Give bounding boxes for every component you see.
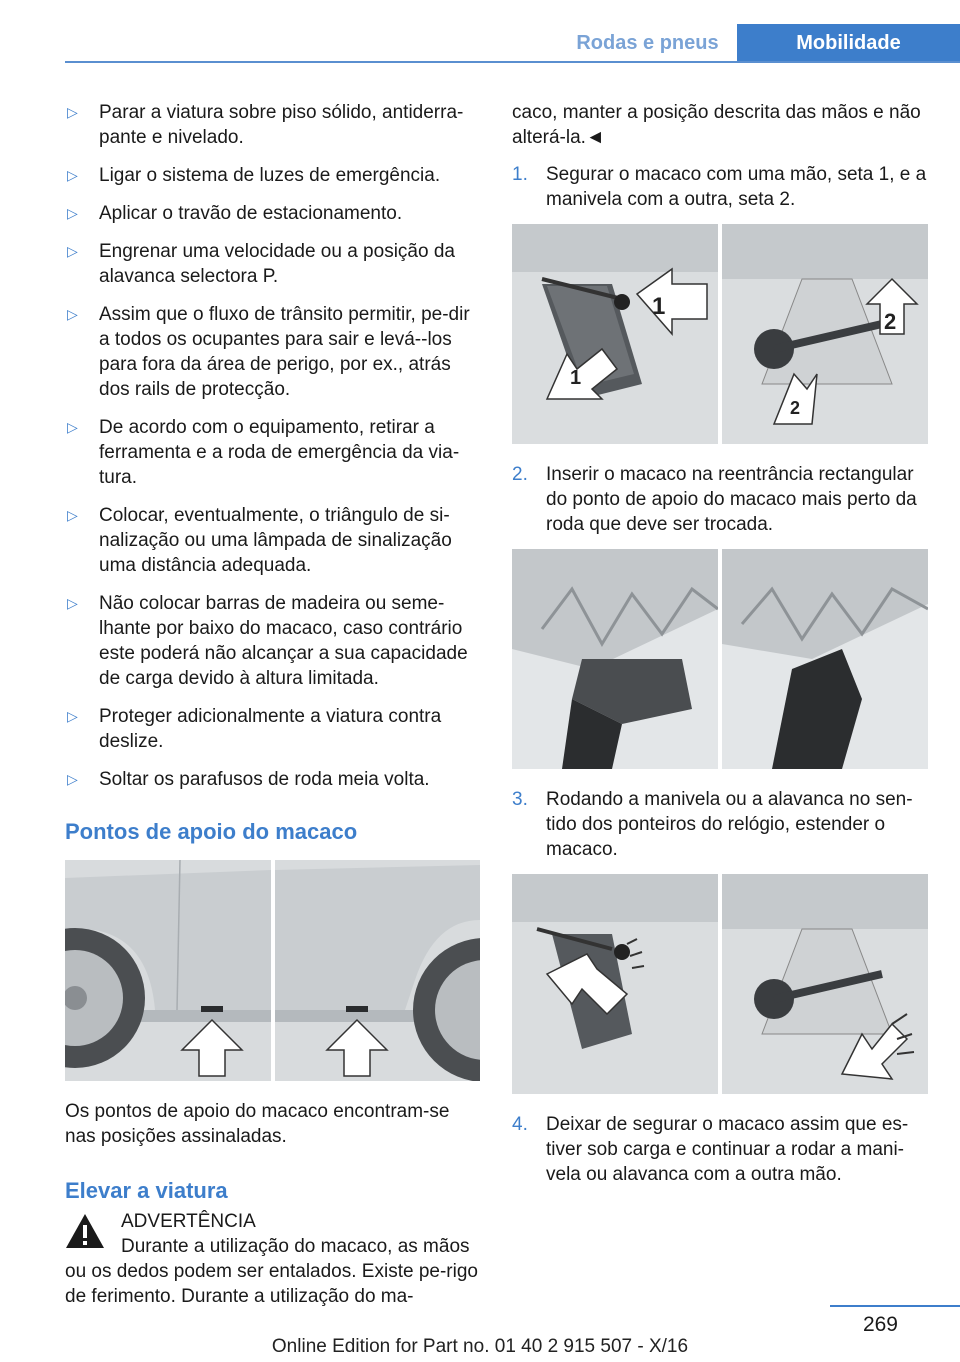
arrow-label: 2 — [790, 398, 801, 418]
bullet-triangle-icon: ▷ — [67, 167, 78, 183]
bullet-item: ▷ Assim que o fluxo de trânsito permitir, pe-dir a todos os ocupantes para sair e levá--los para fora da área de perigo, por ex., atrás dos rails de protecção. — [67, 304, 470, 400]
right-column — [512, 100, 930, 1199]
bullet-item: ▷ De acordo com o equipamento, retirar a ferramenta e a roda de emergência da via-tura. — [67, 417, 460, 488]
bullet-triangle-icon: ▷ — [67, 419, 78, 435]
header-rule — [65, 61, 960, 63]
bullet-item: ▷ Não colocar barras de madeira ou seme-lhante por baixo do macaco, caso contrário este poderá não alcançar a sua capacidade de carga devido à altura limitada. — [67, 593, 468, 689]
step-number: 2. — [512, 464, 528, 485]
page-number: 269 — [862, 1313, 898, 1336]
jack-insert-illustration — [512, 549, 928, 769]
chapter-tab[interactable]: Mobilidade — [737, 24, 960, 63]
arrow-label: 2 — [884, 309, 897, 334]
section-tab[interactable]: Rodas e pneus — [560, 28, 735, 61]
bullet-triangle-icon: ▷ — [67, 507, 78, 523]
step-item: 2. Inserir o macaco na reentrância rectangular do ponto de apoio do macaco mais perto da roda que deve ser trocada. — [512, 464, 917, 535]
warning-triangle-icon — [65, 1213, 105, 1249]
jack-crank-illustration — [512, 874, 928, 1094]
step-number: 1. — [512, 164, 528, 185]
warning-text: ou os dedos podem ser entalados. Existe pe-rigo de ferimento. Durante a utilização do ma- — [65, 1261, 478, 1307]
warning-title: ADVERTÊNCIA — [121, 1211, 256, 1232]
jack-points-heading: Pontos de apoio do macaco — [65, 819, 358, 844]
footer-rule — [830, 1305, 960, 1307]
bullet-item: ▷ Parar a viatura sobre piso sólido, antiderra-pante e nivelado. — [67, 102, 464, 148]
left-column — [65, 100, 480, 1309]
bullet-triangle-icon: ▷ — [67, 708, 78, 724]
bullet-item: ▷ Soltar os parafusos de roda meia volta. — [67, 769, 430, 790]
step-number: 3. — [512, 789, 528, 810]
bullet-item: ▷ Proteger adicionalmente a viatura contra deslize. — [67, 706, 442, 752]
jack-points-illustration — [65, 860, 480, 1081]
step-number: 4. — [512, 1114, 528, 1135]
edition-footer: Online Edition for Part no. 01 40 2 915 507 - X/16 — [271, 1336, 689, 1357]
bullet-item: ▷ Engrenar uma velocidade ou a posição da alavanca selectora P. — [67, 241, 455, 287]
raise-vehicle-heading: Elevar a viatura — [65, 1178, 228, 1203]
step-item: 3. Rodando a manivela ou a alavanca no sen-tido dos ponteiros do relógio, estender o macaco. — [512, 789, 913, 860]
jack-points-text: Os pontos de apoio do macaco encontram-se nas posições assinaladas. — [65, 1101, 450, 1147]
arrow-label: 1 — [652, 293, 666, 320]
bullet-triangle-icon: ▷ — [67, 205, 78, 221]
bullet-item: ▷ Ligar o sistema de luzes de emergência. — [67, 165, 441, 186]
warning-block — [65, 1209, 480, 1309]
bullet-triangle-icon: ▷ — [67, 306, 78, 322]
bullet-item: ▷ Colocar, eventualmente, o triângulo de si-nalização ou uma lâmpada de sinalização uma distância adequada. — [67, 505, 452, 576]
arrow-label: 1 — [570, 367, 582, 389]
continued-text: caco, manter a posição descrita das mãos e não alterá-la.◄ — [512, 102, 921, 148]
bullet-triangle-icon: ▷ — [67, 104, 78, 120]
warning-text-line: Durante a utilização do macaco, as mãos — [121, 1236, 470, 1257]
bullet-triangle-icon: ▷ — [67, 243, 78, 259]
bullet-triangle-icon: ▷ — [67, 595, 78, 611]
bullet-triangle-icon: ▷ — [67, 771, 78, 787]
jack-hold-illustration — [512, 224, 928, 444]
step-item: 1. Segurar o macaco com uma mão, seta 1, e a manivela com a outra, seta 2. — [512, 164, 927, 210]
bullet-item: ▷ Aplicar o travão de estacionamento. — [67, 203, 403, 224]
step-item: 4. Deixar de segurar o macaco assim que es-tiver sob carga e continuar a rodar a mani-vela ou alavanca com a outra mão. — [512, 1114, 909, 1185]
